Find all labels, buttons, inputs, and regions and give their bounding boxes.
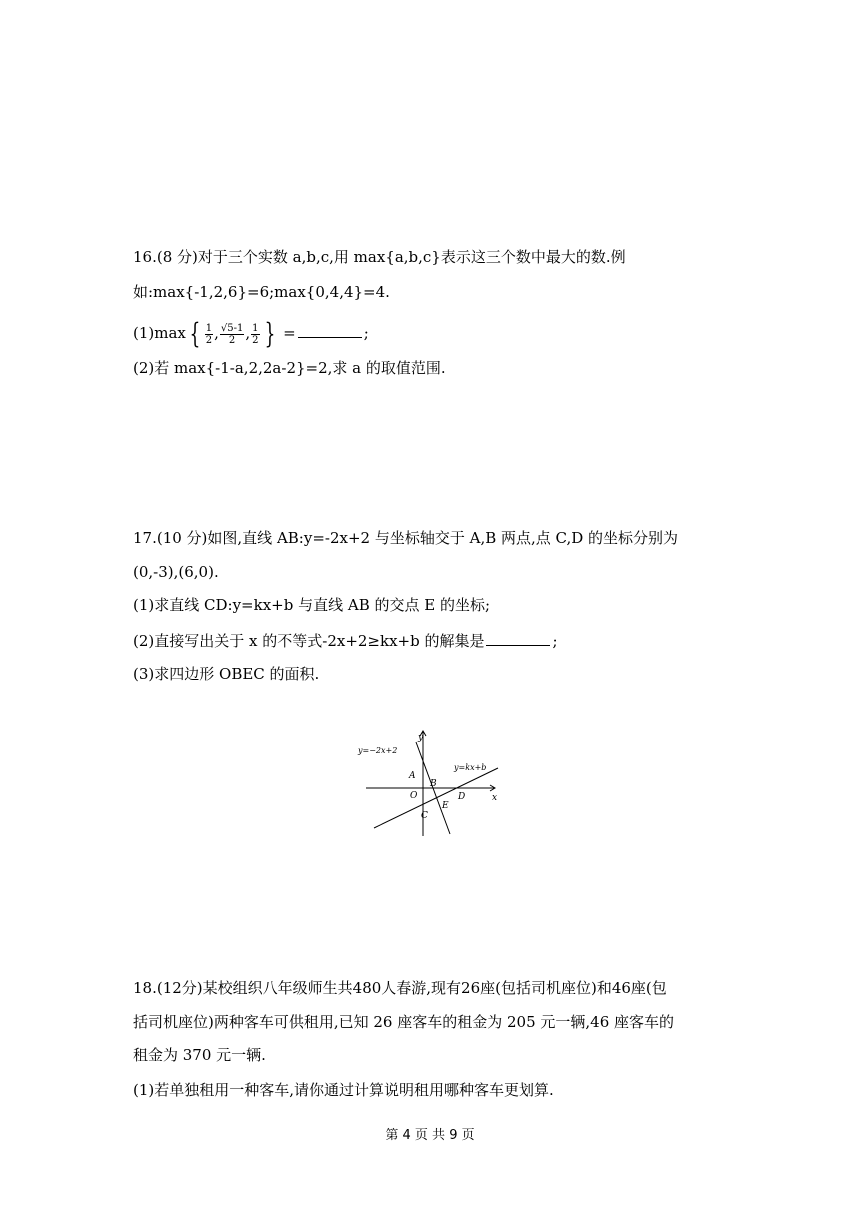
q16-line1: 16.(8 分)对于三个实数 a,b,c,用 max{a,b,c}表示这三个数中最大的数.例 (133, 248, 626, 266)
q17-part3: (3)求四边形 OBEC 的面积. (133, 665, 320, 683)
label-B: B (430, 779, 437, 789)
label-A: A (409, 771, 416, 781)
label-O: O (410, 791, 418, 801)
q16-part1-end: ; (363, 324, 369, 342)
fraction-3: $\frac{1}{2}$ (252, 322, 259, 346)
q17-part1: (1)求直线 CD:y=kx+b 与直线 AB 的交点 E 的坐标; (133, 596, 491, 614)
fraction-1: $\frac{1}{2}$ (205, 322, 213, 346)
label-x: x (492, 793, 498, 803)
q16-part2: (2)若 max{-1-a,2,2a-2}=2,求 a 的取值范围. (133, 359, 446, 377)
q17-part2-text: (2)直接写出关于 x 的不等式-2x+2≥kx+b 的解集是 (133, 632, 485, 650)
left-brace: { (189, 317, 201, 350)
q16-part1-prefix: (1)max (133, 324, 186, 342)
q18-part1: (1)若单独租用一种客车,请你通过计算说明租用哪种客车更划算. (133, 1081, 554, 1099)
line-cd (374, 768, 498, 828)
q17-line2: (0,-3),(6,0). (133, 563, 219, 581)
label-E: E (442, 801, 449, 811)
q17-part2 (133, 630, 558, 651)
q17-part2-end: ; (552, 632, 558, 650)
q16-line2: 如:max{-1,2,6}=6;max{0,4,4}=4. (133, 283, 390, 301)
label-D: D (458, 792, 466, 802)
q18-line2: 括司机座位)两种客车可供租用,已知 26 座客车的租金为 205 元一辆,46 座客车的 (133, 1013, 675, 1031)
page-footer: 第 4 页 共 9 页 (385, 1128, 475, 1143)
q16-part1-eq: = (283, 324, 296, 342)
q16-part1: (1)max { $\frac{1}{2}$ , $\frac{√5-1}{2}$ , $\frac{1}{2}$ } = ; (133, 317, 369, 350)
answer-blank-1[interactable] (298, 322, 362, 338)
right-brace: } (264, 317, 275, 350)
label-y: y (418, 733, 424, 743)
label-C: C (421, 811, 428, 821)
answer-blank-2[interactable] (486, 630, 550, 646)
label-line-cd: y=kx+b (454, 763, 487, 772)
fraction-2: $\frac{√5-1}{2}$ (220, 322, 244, 346)
q17-line1: 17.(10 分)如图,直线 AB:y=-2x+2 与坐标轴交于 A,B 两点,点 C,D 的坐标分别为 (133, 529, 679, 547)
q18-line3: 租金为 370 元一辆. (133, 1046, 266, 1064)
coordinate-figure (356, 728, 506, 840)
label-line-ab: y=−2x+2 (358, 746, 398, 755)
q18-line1: 18.(12分)某校组织八年级师生共480人春游,现有26座(包括司机座位)和46座(包 (133, 979, 667, 997)
